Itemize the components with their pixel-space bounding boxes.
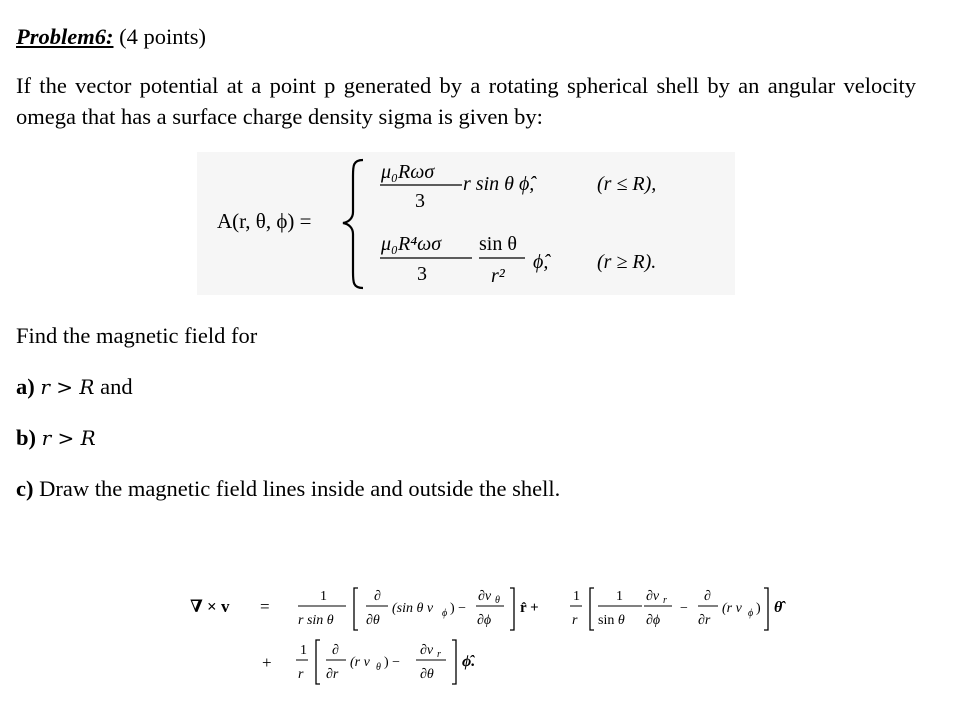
svg-text:(r v: (r v — [350, 655, 370, 670]
curl-plus: + — [262, 653, 272, 672]
svg-text:θ: θ — [495, 595, 500, 606]
svg-text:) −: ) − — [384, 655, 401, 670]
svg-text:ϕ̂.: ϕ̂. — [462, 653, 476, 670]
svg-text:−: − — [680, 601, 688, 616]
case2-tail: ϕ̂, — [533, 251, 549, 273]
svg-text:1: 1 — [300, 643, 307, 658]
svg-text:r: r — [663, 595, 667, 606]
part-a-label: a) — [16, 374, 35, 399]
case2-sin-numerator: sin θ — [479, 233, 517, 255]
svg-text:sin θ: sin θ — [598, 613, 625, 628]
problem-points: (4 points) — [113, 24, 206, 49]
svg-text:∂: ∂ — [332, 643, 339, 658]
svg-text:∂θ: ∂θ — [420, 667, 434, 682]
svg-text:θ: θ — [376, 662, 381, 673]
svg-text:∂r: ∂r — [326, 667, 339, 682]
svg-text:∂ϕ: ∂ϕ — [477, 613, 492, 628]
svg-text:∂r: ∂r — [698, 613, 711, 628]
svg-text:∂v: ∂v — [420, 643, 434, 658]
svg-text:r: r — [572, 613, 578, 628]
svg-text:∂θ: ∂θ — [366, 613, 380, 628]
case2-condition: (r ≥ R). — [597, 251, 657, 273]
svg-text:(sin θ v: (sin θ v — [392, 601, 434, 616]
case1-coef-numerator: μ₀Rωσ — [381, 161, 435, 183]
svg-text:∂ϕ: ∂ϕ — [646, 613, 661, 628]
svg-text:ϕ: ϕ — [442, 608, 448, 619]
case2-sin-denominator: r² — [491, 265, 505, 287]
svg-text:) −: ) − — [450, 601, 467, 616]
case1-coef-denominator: 3 — [415, 190, 425, 212]
case1-tail: r sin θ ϕ̂, — [463, 173, 535, 195]
svg-text:): ) — [756, 601, 761, 616]
svg-text:r sin θ: r sin θ — [298, 613, 334, 628]
part-b-label: b) — [16, 425, 37, 450]
part-b — [16, 423, 96, 453]
curl-lhs: ∇ × v — [190, 597, 230, 616]
svg-text:1: 1 — [616, 589, 623, 604]
svg-text:∂v: ∂v — [646, 589, 660, 604]
part-a-condition: r > R — [40, 375, 95, 399]
svg-text:∂: ∂ — [374, 589, 381, 604]
part-c-text: Draw the magnetic field lines inside and outside the shell. — [33, 476, 561, 501]
find-instruction: Find the magnetic field for — [16, 323, 258, 348]
svg-text:1: 1 — [320, 589, 327, 604]
curl-formula — [180, 570, 820, 690]
case2-coef-denominator: 3 — [417, 263, 427, 285]
part-c — [16, 474, 560, 504]
problem-heading — [16, 22, 206, 52]
vector-potential-equation — [197, 152, 735, 295]
problem-label: Problem6: — [16, 24, 114, 49]
curl-equals: = — [260, 597, 270, 616]
brace-icon — [343, 160, 363, 288]
svg-text:ϕ: ϕ — [748, 608, 754, 619]
svg-text:r̂ +: r̂ + — [520, 600, 539, 616]
svg-text:r: r — [298, 667, 304, 682]
svg-text:∂: ∂ — [704, 589, 711, 604]
svg-text:θ̂: θ̂ — [774, 599, 783, 616]
svg-text:r: r — [437, 649, 441, 660]
part-a — [16, 372, 133, 402]
svg-text:∂v: ∂v — [478, 589, 492, 604]
part-c-label: c) — [16, 476, 34, 501]
part-a-suffix: and — [94, 374, 133, 399]
case1-condition: (r ≤ R), — [597, 173, 657, 195]
svg-text:(r v: (r v — [722, 601, 742, 616]
svg-text:1: 1 — [573, 589, 580, 604]
case2-coef-numerator: μ₀R⁴ωσ — [381, 233, 442, 255]
equation-lhs: A(r, θ, ϕ) = — [217, 209, 312, 233]
part-b-condition: r > R — [41, 426, 96, 450]
problem-statement: If the vector potential at a point p generated by a rotating spherical shell by an angular velocity omega that has a surface charge density sigma is given by: — [16, 73, 916, 129]
